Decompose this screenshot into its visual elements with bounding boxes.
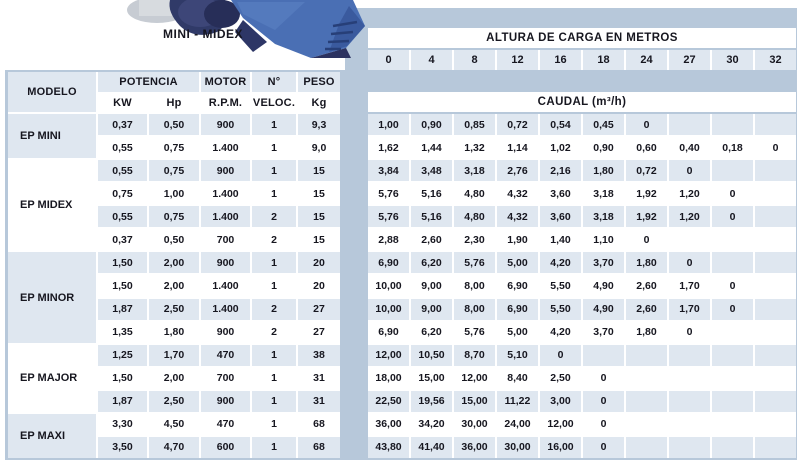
caudal-cell: 0 <box>712 183 753 204</box>
caudal-cell: 24,00 <box>497 414 538 435</box>
caudal-cell: 5,76 <box>368 183 409 204</box>
caudal-cell: 1,80 <box>626 322 667 343</box>
caudal-cell: 2,30 <box>454 229 495 250</box>
caudal-cell <box>755 437 796 458</box>
caudal-cell: 0,40 <box>669 137 710 158</box>
caudal-cell: 5,50 <box>540 275 581 296</box>
altura-value-cell: 4 <box>411 50 452 70</box>
caudal-cell: 0,90 <box>583 137 624 158</box>
caudal-cell <box>755 345 796 366</box>
caudal-cell <box>583 345 624 366</box>
pump-caption: MINI - MIDEX <box>163 27 243 41</box>
spec-cell: 3,50 <box>98 437 147 458</box>
caudal-row <box>368 114 796 135</box>
caudal-row <box>368 206 796 227</box>
caudal-cell <box>712 229 753 250</box>
spec-cell: 4,70 <box>149 437 199 458</box>
pump-photo <box>125 0 365 60</box>
spec-cell: 0,75 <box>149 137 199 158</box>
spec-cell: 900 <box>201 160 250 181</box>
caudal-cell: 1,02 <box>540 137 581 158</box>
caudal-cell: 36,00 <box>454 437 495 458</box>
caudal-cell: 12,00 <box>540 414 581 435</box>
altura-value-cell: 24 <box>626 50 667 70</box>
caudal-cell: 15,00 <box>411 368 452 389</box>
caudal-cell <box>712 391 753 412</box>
caudal-cell <box>669 345 710 366</box>
caudal-cell: 1,92 <box>626 183 667 204</box>
caudal-panel <box>345 8 797 460</box>
model-name-cell: EP MINOR <box>8 252 96 342</box>
caudal-cell <box>755 114 796 135</box>
caudal-cell: 5,76 <box>454 322 495 343</box>
spec-cell: 900 <box>201 252 250 273</box>
caudal-cell: 0 <box>669 322 710 343</box>
caudal-cell <box>669 114 710 135</box>
caudal-row <box>368 160 796 181</box>
caudal-cell: 2,50 <box>540 368 581 389</box>
caudal-cell: 0 <box>540 345 581 366</box>
spec-cell: 0,37 <box>98 114 147 135</box>
spec-cell: 1 <box>252 160 296 181</box>
caudal-cell: 0,90 <box>411 114 452 135</box>
spec-cell: 9,3 <box>298 114 340 135</box>
spec-cell: 1 <box>252 368 296 389</box>
caudal-cell: 1,20 <box>669 206 710 227</box>
caudal-cell: 11,22 <box>497 391 538 412</box>
caudal-cell: 8,00 <box>454 299 495 320</box>
spec-cell: 1,50 <box>98 252 147 273</box>
spec-cell: 1 <box>252 345 296 366</box>
caudal-row <box>368 299 796 320</box>
caudal-cell: 43,80 <box>368 437 409 458</box>
caudal-cell: 9,00 <box>411 275 452 296</box>
spec-cell: 2,00 <box>149 368 199 389</box>
caudal-cell <box>755 160 796 181</box>
caudal-row <box>368 322 796 343</box>
header-num: N° <box>252 72 296 92</box>
caudal-cell: 3,48 <box>411 160 452 181</box>
caudal-cell: 10,00 <box>368 299 409 320</box>
spec-cell: 900 <box>201 391 250 412</box>
caudal-row <box>368 183 796 204</box>
spec-cell: 1 <box>252 137 296 158</box>
caudal-cell: 2,76 <box>497 160 538 181</box>
spec-cell: 0,75 <box>149 160 199 181</box>
caudal-cell <box>626 414 667 435</box>
caudal-cell <box>755 206 796 227</box>
caudal-table <box>368 114 796 458</box>
spec-cell: 31 <box>298 391 340 412</box>
caudal-cell <box>712 437 753 458</box>
header-kw: KW <box>98 94 147 112</box>
spec-cell: 0,50 <box>149 229 199 250</box>
caudal-cell: 0 <box>755 137 796 158</box>
caudal-cell: 1,70 <box>669 299 710 320</box>
caudal-cell: 1,00 <box>368 114 409 135</box>
caudal-cell: 6,20 <box>411 252 452 273</box>
spec-cell: 0,75 <box>98 183 147 204</box>
caudal-cell: 4,90 <box>583 275 624 296</box>
altura-value-cell: 16 <box>540 50 581 70</box>
spec-cell: 15 <box>298 229 340 250</box>
caudal-cell: 5,16 <box>411 206 452 227</box>
spec-cell: 2,50 <box>149 299 199 320</box>
caudal-cell: 18,00 <box>368 368 409 389</box>
caudal-cell <box>755 414 796 435</box>
caudal-cell <box>712 368 753 389</box>
caudal-row <box>368 391 796 412</box>
spec-cell: 15 <box>298 206 340 227</box>
caudal-cell: 41,40 <box>411 437 452 458</box>
spec-cell: 31 <box>298 368 340 389</box>
caudal-cell: 3,18 <box>454 160 495 181</box>
caudal-cell: 3,18 <box>583 183 624 204</box>
caudal-cell <box>712 252 753 273</box>
caudal-cell: 0 <box>626 114 667 135</box>
spec-cell: 68 <box>298 414 340 435</box>
caudal-cell: 0,18 <box>712 137 753 158</box>
spec-cell: 1 <box>252 252 296 273</box>
caudal-cell <box>626 437 667 458</box>
altura-value-cell: 0 <box>368 50 409 70</box>
caudal-cell: 3,70 <box>583 252 624 273</box>
altura-value-cell: 27 <box>669 50 710 70</box>
spec-cell: 0,55 <box>98 160 147 181</box>
spec-cell: 1,80 <box>149 322 199 343</box>
spec-cell: 27 <box>298 322 340 343</box>
caudal-cell <box>755 183 796 204</box>
caudal-cell: 2,60 <box>626 275 667 296</box>
spec-cell: 2 <box>252 206 296 227</box>
caudal-row <box>368 137 796 158</box>
caudal-cell <box>712 114 753 135</box>
spec-cell: 1 <box>252 183 296 204</box>
caudal-cell: 3,60 <box>540 183 581 204</box>
caudal-cell: 0 <box>583 391 624 412</box>
caudal-cell: 1,80 <box>583 160 624 181</box>
caudal-cell: 0,60 <box>626 137 667 158</box>
caudal-cell: 0 <box>712 275 753 296</box>
caudal-row <box>368 414 796 435</box>
caudal-cell: 3,70 <box>583 322 624 343</box>
caudal-cell: 0 <box>712 299 753 320</box>
caudal-cell: 2,16 <box>540 160 581 181</box>
caudal-cell: 0 <box>583 368 624 389</box>
spec-cell: 2,00 <box>149 252 199 273</box>
caudal-cell: 1,20 <box>669 183 710 204</box>
spec-cell: 1 <box>252 437 296 458</box>
header-motor: MOTOR <box>201 72 250 92</box>
caudal-cell: 1,90 <box>497 229 538 250</box>
spec-cell: 1,25 <box>98 345 147 366</box>
spec-cell: 2,50 <box>149 391 199 412</box>
spec-cell: 68 <box>298 437 340 458</box>
spec-cell: 1,70 <box>149 345 199 366</box>
caudal-cell: 0,54 <box>540 114 581 135</box>
header-potencia: POTENCIA <box>98 72 199 92</box>
caudal-cell <box>755 299 796 320</box>
spec-cell: 700 <box>201 229 250 250</box>
header-modelo: MODELO <box>8 72 96 112</box>
caudal-cell: 2,88 <box>368 229 409 250</box>
caudal-cell <box>712 345 753 366</box>
caudal-cell <box>626 368 667 389</box>
caudal-cell: 3,60 <box>540 206 581 227</box>
caudal-cell: 4,80 <box>454 183 495 204</box>
spec-cell: 0,75 <box>149 206 199 227</box>
spec-cell: 900 <box>201 322 250 343</box>
caudal-cell: 4,32 <box>497 206 538 227</box>
caudal-cell: 6,90 <box>497 299 538 320</box>
caudal-cell: 2,60 <box>626 299 667 320</box>
caudal-cell: 1,62 <box>368 137 409 158</box>
caudal-cell: 0,72 <box>497 114 538 135</box>
specs-table <box>8 72 340 458</box>
caudal-cell: 36,00 <box>368 414 409 435</box>
spec-cell: 3,30 <box>98 414 147 435</box>
spec-cell: 2 <box>252 229 296 250</box>
caudal-cell <box>669 368 710 389</box>
caudal-cell: 0,85 <box>454 114 495 135</box>
caudal-cell: 1,32 <box>454 137 495 158</box>
spec-cell: 0,37 <box>98 229 147 250</box>
spec-cell: 0,55 <box>98 137 147 158</box>
caudal-cell: 1,92 <box>626 206 667 227</box>
spec-cell: 1,50 <box>98 275 147 296</box>
spec-cell: 470 <box>201 345 250 366</box>
spec-cell: 900 <box>201 114 250 135</box>
caudal-cell: 6,90 <box>368 252 409 273</box>
caudal-cell <box>626 345 667 366</box>
model-name-cell: EP MAXI <box>8 414 96 458</box>
caudal-cell: 9,00 <box>411 299 452 320</box>
caudal-cell <box>712 322 753 343</box>
spec-cell: 15 <box>298 183 340 204</box>
spec-cell: 1,50 <box>98 368 147 389</box>
spec-cell: 1.400 <box>201 275 250 296</box>
caudal-row <box>368 252 796 273</box>
caudal-row <box>368 275 796 296</box>
caudal-cell: 1,80 <box>626 252 667 273</box>
altura-header: ALTURA DE CARGA EN METROS <box>368 28 796 48</box>
spec-cell: 1.400 <box>201 206 250 227</box>
caudal-cell <box>755 252 796 273</box>
altura-value-cell: 32 <box>755 50 796 70</box>
altura-value-cell: 30 <box>712 50 753 70</box>
caudal-cell <box>669 391 710 412</box>
specs-panel <box>5 70 345 460</box>
caudal-cell: 0 <box>583 437 624 458</box>
caudal-cell: 1,70 <box>669 275 710 296</box>
caudal-cell <box>755 275 796 296</box>
caudal-cell: 5,10 <box>497 345 538 366</box>
header-veloc: VELOC. <box>252 94 296 112</box>
caudal-cell: 2,60 <box>411 229 452 250</box>
caudal-cell: 1,44 <box>411 137 452 158</box>
spec-cell: 1 <box>252 391 296 412</box>
spec-cell: 1 <box>252 414 296 435</box>
spec-cell: 1 <box>252 275 296 296</box>
caudal-cell <box>712 414 753 435</box>
caudal-cell: 5,00 <box>497 252 538 273</box>
caudal-cell: 12,00 <box>368 345 409 366</box>
caudal-cell: 0 <box>669 160 710 181</box>
altura-value-cell: 12 <box>497 50 538 70</box>
caudal-cell: 3,00 <box>540 391 581 412</box>
caudal-cell: 3,18 <box>583 206 624 227</box>
header-hp: Hp <box>149 94 199 112</box>
caudal-cell: 19,56 <box>411 391 452 412</box>
caudal-cell: 0 <box>712 206 753 227</box>
caudal-cell: 1,10 <box>583 229 624 250</box>
spec-cell: 27 <box>298 299 340 320</box>
spec-cell: 4,50 <box>149 414 199 435</box>
spec-cell: 9,0 <box>298 137 340 158</box>
header-rpm: R.P.M. <box>201 94 250 112</box>
spec-cell: 1,00 <box>149 183 199 204</box>
spec-cell: 15 <box>298 160 340 181</box>
spec-cell: 1.400 <box>201 183 250 204</box>
caudal-cell <box>755 229 796 250</box>
caudal-cell: 30,00 <box>454 414 495 435</box>
caudal-cell <box>626 391 667 412</box>
caudal-cell: 5,76 <box>454 252 495 273</box>
spec-cell: 1 <box>252 114 296 135</box>
caudal-cell: 1,40 <box>540 229 581 250</box>
caudal-cell: 5,50 <box>540 299 581 320</box>
spec-cell: 2 <box>252 299 296 320</box>
caudal-cell: 30,00 <box>497 437 538 458</box>
altura-heads-row <box>368 50 796 70</box>
spec-cell: 2,00 <box>149 275 199 296</box>
caudal-cell: 5,16 <box>411 183 452 204</box>
caudal-cell: 3,84 <box>368 160 409 181</box>
caudal-cell: 4,80 <box>454 206 495 227</box>
spec-cell: 700 <box>201 368 250 389</box>
caudal-cell: 0 <box>626 229 667 250</box>
caudal-cell: 1,14 <box>497 137 538 158</box>
caudal-cell: 15,00 <box>454 391 495 412</box>
caudal-cell: 34,20 <box>411 414 452 435</box>
caudal-cell: 6,90 <box>497 275 538 296</box>
spec-cell: 0,50 <box>149 114 199 135</box>
caudal-header: CAUDAL (m³/h) <box>368 92 796 112</box>
caudal-cell: 4,20 <box>540 252 581 273</box>
caudal-cell: 22,50 <box>368 391 409 412</box>
caudal-row <box>368 437 796 458</box>
caudal-cell: 12,00 <box>454 368 495 389</box>
model-name-cell: EP MAJOR <box>8 345 96 412</box>
caudal-cell: 16,00 <box>540 437 581 458</box>
caudal-cell: 8,40 <box>497 368 538 389</box>
spec-cell: 1.400 <box>201 299 250 320</box>
caudal-cell <box>669 229 710 250</box>
altura-value-cell: 8 <box>454 50 495 70</box>
spec-cell: 1,87 <box>98 391 147 412</box>
altura-value-cell: 18 <box>583 50 624 70</box>
spec-cell: 20 <box>298 252 340 273</box>
caudal-cell <box>712 160 753 181</box>
caudal-cell <box>755 391 796 412</box>
caudal-cell: 4,20 <box>540 322 581 343</box>
caudal-cell <box>669 414 710 435</box>
spec-cell: 600 <box>201 437 250 458</box>
model-name-cell: EP MINI <box>8 114 96 158</box>
spec-cell: 1,87 <box>98 299 147 320</box>
header-peso: PESO <box>298 72 340 92</box>
spec-cell: 1,35 <box>98 322 147 343</box>
spec-cell: 470 <box>201 414 250 435</box>
caudal-cell: 0,72 <box>626 160 667 181</box>
spec-cell: 20 <box>298 275 340 296</box>
caudal-row <box>368 229 796 250</box>
caudal-cell: 8,70 <box>454 345 495 366</box>
caudal-cell: 10,50 <box>411 345 452 366</box>
caudal-cell: 4,32 <box>497 183 538 204</box>
caudal-cell: 10,00 <box>368 275 409 296</box>
caudal-cell: 6,20 <box>411 322 452 343</box>
caudal-cell: 0,45 <box>583 114 624 135</box>
caudal-cell: 6,90 <box>368 322 409 343</box>
model-name-cell: EP MIDEX <box>8 160 96 250</box>
caudal-cell: 0 <box>583 414 624 435</box>
caudal-cell: 0 <box>669 252 710 273</box>
caudal-row <box>368 368 796 389</box>
caudal-cell: 5,76 <box>368 206 409 227</box>
caudal-cell <box>669 437 710 458</box>
caudal-cell <box>755 368 796 389</box>
caudal-cell: 5,00 <box>497 322 538 343</box>
header-kg: Kg <box>298 94 340 112</box>
caudal-cell: 8,00 <box>454 275 495 296</box>
caudal-cell <box>755 322 796 343</box>
caudal-cell: 4,90 <box>583 299 624 320</box>
caudal-row <box>368 345 796 366</box>
spec-cell: 1.400 <box>201 137 250 158</box>
spec-cell: 2 <box>252 322 296 343</box>
spec-cell: 0,55 <box>98 206 147 227</box>
spec-cell: 38 <box>298 345 340 366</box>
